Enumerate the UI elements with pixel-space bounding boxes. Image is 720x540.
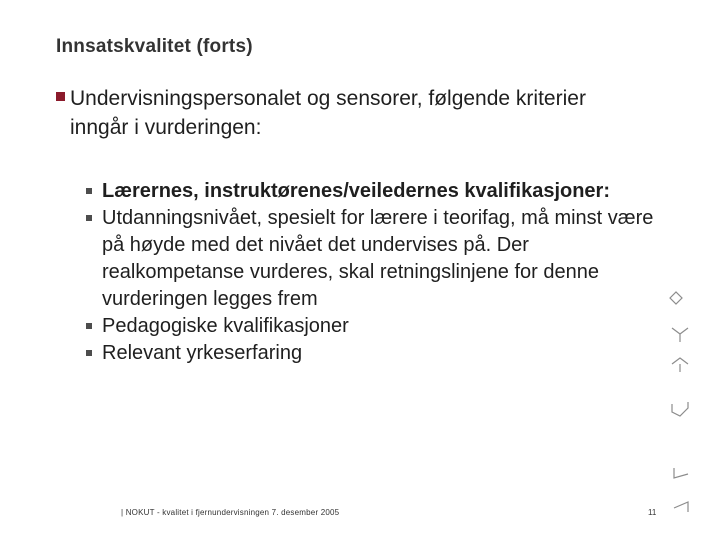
sub-bullet-item [86,340,666,367]
square-bullet-icon [86,188,92,194]
sub-bullet-text: Pedagogiske kvalifikasjoner [102,315,349,337]
fold-mark-icon [672,358,688,372]
slide-title: Innsatskvalitet (forts) [56,36,253,57]
square-bullet-icon [56,92,65,101]
box-mark-icon [672,402,688,416]
square-bullet-icon [86,350,92,356]
square-bullet-icon [86,323,92,329]
corner-mark-icon [674,502,688,512]
sub-bullet-list [86,178,666,367]
sub-bullet-item [86,205,666,313]
sub-bullet-item [86,313,666,340]
diamond-mark-icon [670,292,682,304]
main-bullet [56,84,616,142]
sub-bullet-item [86,178,666,205]
square-bullet-icon [86,215,92,221]
corner-mark-icon [674,468,688,478]
fold-mark-icon [672,328,688,342]
sub-bullet-text: Relevant yrkeserfaring [102,342,303,364]
footer-text: | NOKUT - kvalitet i fjernundervisningen 7. desember 2005 [121,508,340,517]
sub-bullet-text: Utdanningsnivået, spesielt for lærere i teorifag, må minst være på høyde med det nivået det undervises på. Der realkompetanse vurderes, skal retningslinjene for denne vurderingen legges frem [102,207,654,310]
sub-bullet-text: Lærernes, instruktørenes/veiledernes kvalifikasjoner: [102,180,610,202]
main-bullet-text: Undervisningspersonalet og sensorer, følgende kriterier inngår i vurderingen: [70,87,586,139]
decorative-corner-marks [664,286,704,516]
page-number: 11 [648,508,657,517]
